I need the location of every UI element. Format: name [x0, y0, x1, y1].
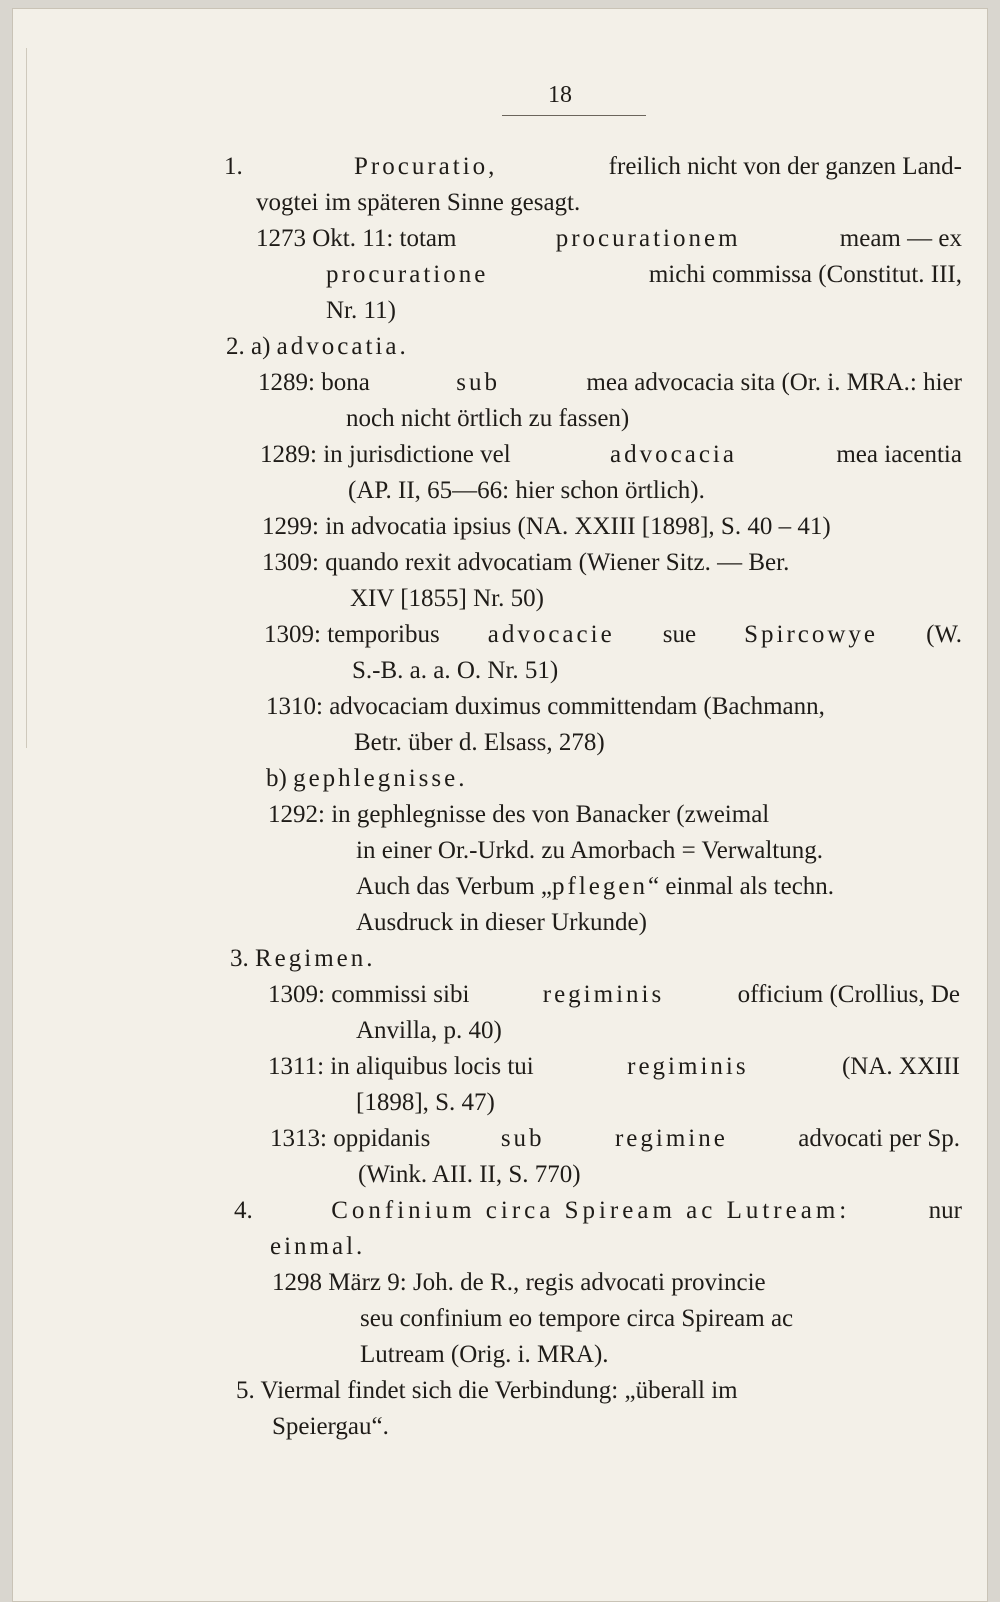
spaced-term: Confinium circa Spiream ac Lutream:: [331, 1197, 851, 1224]
text-fragment: “ einmal als techn.: [648, 873, 835, 900]
text-line: vogtei im späteren Sinne gesagt.: [256, 189, 581, 216]
text-fragment: michi commissa (Constitut. III,: [648, 261, 962, 288]
spaced-term: procurationem: [555, 225, 741, 252]
text-fragment: seu confinium eo tempore circa Spiream ac: [360, 1305, 794, 1332]
text-line: [256, 221, 962, 257]
item-number: 1.: [224, 153, 243, 180]
spaced-term: Procuratio,: [354, 153, 498, 180]
text-fragment: 1273 Okt. 11: totam: [256, 225, 457, 252]
text-fragment: officium (Crollius, De: [737, 981, 960, 1008]
spaced-term: sub: [456, 369, 500, 396]
text-line: noch nicht örtlich zu fassen): [346, 405, 630, 432]
text-line: [264, 617, 962, 653]
text-line: 1310: advocaciam duximus committendam (Bachmann,: [266, 693, 825, 720]
text-line: [1898], S. 47): [356, 1089, 495, 1116]
text-line: Anvilla, p. 40): [356, 1017, 502, 1044]
header-rule: [502, 115, 646, 116]
spaced-term: Regimen.: [255, 945, 376, 972]
text-fragment: advocati per Sp.: [798, 1125, 960, 1152]
text-fragment: 1309: quando rexit advocatiam (Wiener Sitz. — Ber.: [262, 549, 790, 576]
text-fragment: (NA. XXIII: [841, 1053, 960, 1080]
spaced-term: regiminis: [627, 1053, 749, 1080]
text-fragment: sue: [662, 621, 697, 648]
text-line: Lutream (Orig. i. MRA).: [360, 1341, 609, 1368]
text-line: [272, 1265, 962, 1301]
text-fragment: mea iacentia: [836, 441, 962, 468]
spaced-term: regimine: [614, 1125, 728, 1152]
text-fragment: 1313: oppidanis: [270, 1125, 431, 1152]
text-fragment: meam — ex: [839, 225, 962, 252]
spaced-term: pflegen: [552, 873, 648, 900]
text-line: [226, 329, 409, 365]
text-line: [268, 977, 960, 1013]
page-number: 18: [548, 82, 572, 108]
text-line: [266, 761, 467, 797]
text-line: [224, 149, 962, 185]
text-fragment: 1311: in aliquibus locis tui: [268, 1053, 534, 1080]
text-line: XIV [1855] Nr. 50): [350, 585, 544, 612]
spaced-term: sub: [500, 1125, 545, 1152]
text-line: [270, 1121, 960, 1157]
text-fragment: [356, 869, 834, 905]
text-line: 1299: in advocatia ipsius (NA. XXIII [1898], S. 40 – 41): [262, 513, 831, 540]
text-line: Nr. 11): [326, 297, 396, 324]
spaced-term: procuratione: [326, 261, 489, 288]
text-fragment: freilich nicht von der ganzen Land-: [608, 153, 962, 180]
spaced-term: advocatia.: [276, 333, 409, 360]
text-fragment: Auch das Verbum „: [356, 873, 553, 900]
text-line: (Wink. AII. II, S. 770): [358, 1161, 581, 1188]
item-number: 4.: [234, 1197, 253, 1224]
text-line: einmal.: [270, 1233, 366, 1260]
text-line: Betr. über d. Elsass, 278): [354, 729, 605, 756]
text-line: Ausdruck in dieser Urkunde): [356, 909, 647, 936]
text-fragment: (W.: [926, 621, 962, 648]
text-fragment: nur: [928, 1197, 962, 1224]
text-fragment: 1309: commissi sibi: [268, 981, 470, 1008]
text-line: in einer Or.-Urkd. zu Amorbach = Verwaltung.: [356, 837, 823, 864]
text-fragment: 5. Viermal findet sich die Verbindung: „überall im: [236, 1377, 738, 1404]
spaced-term: regiminis: [542, 981, 665, 1008]
text-line: [326, 257, 962, 293]
text-line: [262, 545, 962, 581]
text-fragment: 1298 März 9: Joh. de R., regis advocati provincie: [272, 1269, 766, 1296]
text-fragment: 1309: temporibus: [264, 621, 440, 648]
text-line: [258, 365, 962, 401]
text-line: S.-B. a. a. O. Nr. 51): [352, 657, 559, 684]
spaced-term: advocacia: [610, 441, 737, 468]
text-line: [230, 941, 376, 977]
text-line: [360, 1301, 962, 1337]
text-line: [260, 437, 962, 473]
item-number: b): [266, 765, 287, 792]
item-number: 3.: [230, 945, 249, 972]
text-line: (AP. II, 65—66: hier schon örtlich).: [348, 477, 705, 504]
text-fragment: mea advocacia sita (Or. i. MRA.: hier: [586, 369, 962, 396]
spaced-term: gephlegnisse.: [293, 765, 468, 792]
book-page: [12, 8, 988, 1602]
text-line: Speiergau“.: [272, 1413, 389, 1440]
text-fragment: 1289: in jurisdictione vel: [260, 441, 511, 468]
text-line: [236, 1373, 962, 1409]
spaced-term: advocacie: [487, 621, 615, 648]
text-line: [356, 869, 960, 905]
item-number: 2. a): [226, 333, 271, 360]
text-line: 1292: in gephlegnisse des von Banacker (zweimal: [268, 801, 770, 828]
text-line: [234, 1193, 962, 1229]
text-fragment: 1289: bona: [258, 369, 370, 396]
spaced-term: Spircowye: [744, 621, 879, 648]
page-edge-line: [26, 48, 27, 748]
text-line: [268, 1049, 960, 1085]
